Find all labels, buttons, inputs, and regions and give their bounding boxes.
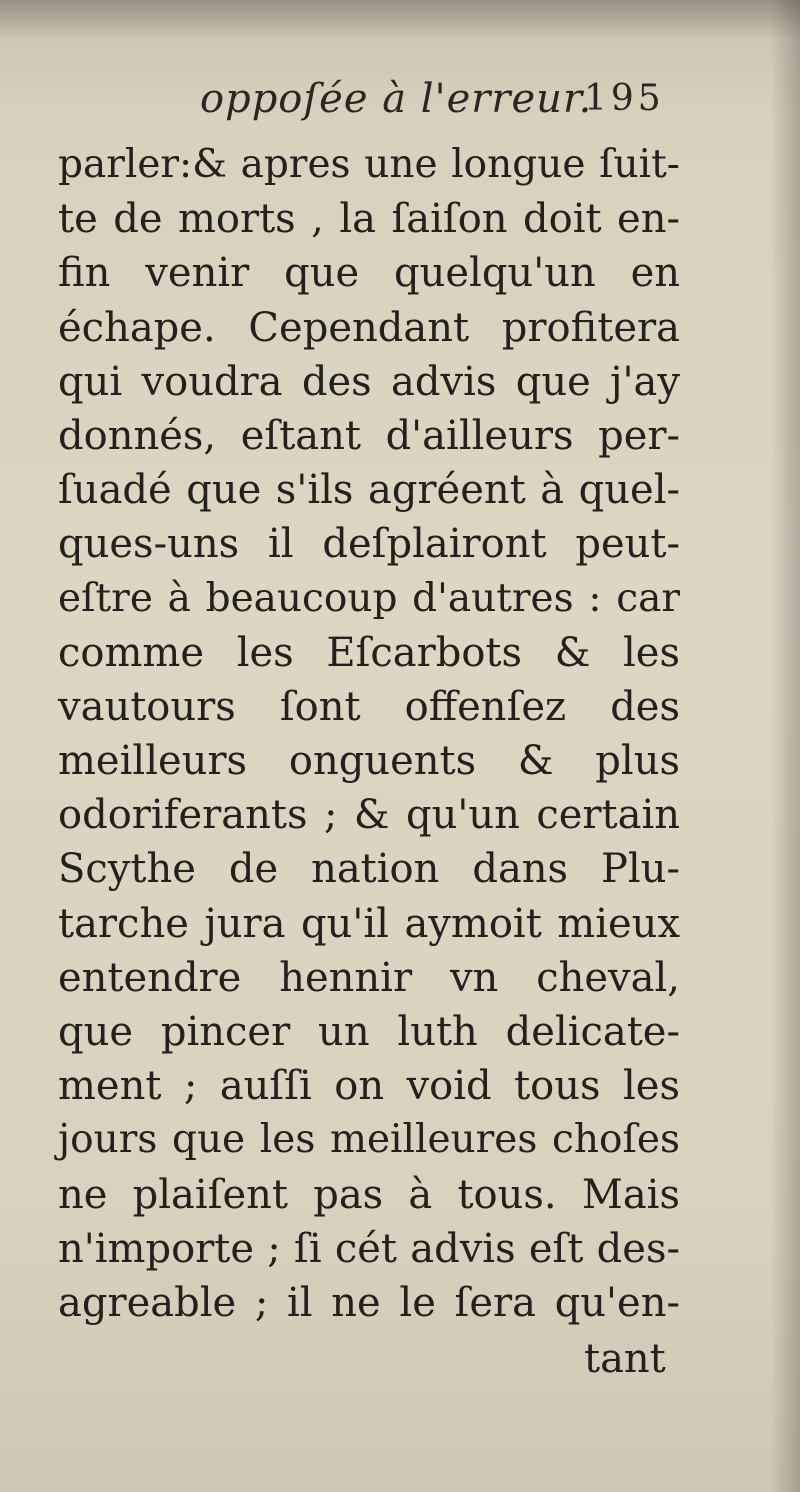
text-line: Scythe de nation dans Plu- (58, 846, 680, 893)
text-line: vautours ſont offenſez des (58, 683, 680, 730)
text-line: comme les Eſcarbots & les (58, 629, 680, 676)
text-line: échape. Cependant profitera (58, 304, 680, 351)
text-line: parler:& apres une longue ſuit- (58, 142, 680, 187)
text-line: ques-uns il deſplairont peut- (58, 521, 680, 568)
text-line: meilleurs onguents & plus (58, 738, 680, 785)
text-line: ne plaiſent pas à tous. Mais (58, 1171, 680, 1218)
text-line: eſtre à beaucoup d'autres : car (58, 575, 680, 621)
text-line: agreable ; il ne le ſera qu'en- (58, 1279, 680, 1326)
text-line: fin venir que quelqu'un en (58, 250, 680, 297)
text-line: entendre hennir vn cheval, (58, 954, 680, 1001)
text-line: qui voudra des advis que j'ay (58, 358, 680, 405)
text-line: te de morts , la ſaiſon doit en- (58, 196, 680, 243)
page-header (200, 68, 680, 128)
page-number: 195 (584, 78, 665, 119)
text-line: jours que les meilleures choſes (58, 1117, 680, 1163)
text-line: que pincer un luth delicate- (58, 1009, 680, 1055)
text-line: tarche jura qu'il aymoit mieux (58, 900, 680, 947)
text-line: donnés, eſtant d'ailleurs per- (58, 412, 680, 459)
text-line: ſuadé que s'ils agréent à quel- (58, 467, 680, 514)
catchword: tant (584, 1336, 666, 1382)
text-line: ment ; auſſi on void tous les (58, 1063, 680, 1110)
running-title: oppoſée à l'erreur. (200, 76, 593, 122)
body-text (58, 138, 680, 1330)
text-line: n'importe ; ſi cét advis eſt des- (58, 1225, 680, 1272)
text-line: odoriferants ; & qu'un certain (58, 792, 680, 839)
